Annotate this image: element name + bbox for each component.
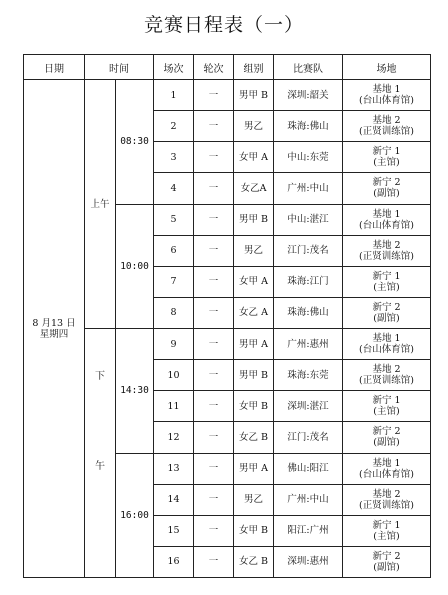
table-row bbox=[24, 80, 431, 111]
venue-cell bbox=[343, 391, 431, 422]
group-cell: 女乙 B bbox=[234, 422, 274, 453]
match-no-cell: 5 bbox=[154, 204, 194, 235]
group-cell: 女甲 B bbox=[234, 391, 274, 422]
venue-sub: (主馆) bbox=[373, 530, 400, 542]
match-no-cell: 14 bbox=[154, 484, 194, 515]
time-slot: 10:00 bbox=[116, 204, 154, 329]
venue-cell bbox=[343, 422, 431, 453]
venue-sub: (正贤训练馆) bbox=[359, 375, 414, 387]
match-no-cell: 4 bbox=[154, 173, 194, 204]
header-teams: 比赛队 bbox=[274, 55, 343, 80]
venue-sub: (副馆) bbox=[373, 437, 400, 449]
venue-cell bbox=[343, 142, 431, 173]
group-cell: 男甲 B bbox=[234, 80, 274, 111]
venue-name: 新宁 2 bbox=[372, 426, 401, 438]
header-date: 日期 bbox=[24, 55, 85, 80]
teams-cell: 珠海:佛山 bbox=[274, 111, 343, 142]
venue-name: 基地 2 bbox=[372, 364, 401, 376]
teams-cell: 深圳:韶关 bbox=[274, 80, 343, 111]
header-round: 轮次 bbox=[194, 55, 234, 80]
round-cell: 一 bbox=[194, 297, 234, 328]
round-cell: 一 bbox=[194, 515, 234, 546]
group-cell: 女甲 B bbox=[234, 515, 274, 546]
venue-sub: (主馆) bbox=[373, 406, 400, 418]
match-no-cell: 6 bbox=[154, 235, 194, 266]
match-no-cell: 11 bbox=[154, 391, 194, 422]
header-venue: 场地 bbox=[343, 55, 431, 80]
round-cell: 一 bbox=[194, 484, 234, 515]
group-cell: 女乙 A bbox=[234, 297, 274, 328]
venue-sub: (副馆) bbox=[373, 561, 400, 573]
round-cell: 一 bbox=[194, 142, 234, 173]
venue-sub: (正贤训练馆) bbox=[359, 126, 414, 138]
period-pm-line1: 下 bbox=[95, 371, 105, 382]
round-cell: 一 bbox=[194, 80, 234, 111]
venue-cell bbox=[343, 111, 431, 142]
venue-cell bbox=[343, 453, 431, 484]
time-slot: 08:30 bbox=[116, 80, 154, 205]
round-cell: 一 bbox=[194, 204, 234, 235]
venue-name: 基地 1 bbox=[372, 84, 401, 96]
teams-cell: 珠海:江门 bbox=[274, 266, 343, 297]
venue-sub: (主馆) bbox=[373, 157, 400, 169]
match-no-cell: 1 bbox=[154, 80, 194, 111]
header-time: 时间 bbox=[85, 55, 154, 80]
match-no-cell: 7 bbox=[154, 266, 194, 297]
venue-name: 基地 2 bbox=[372, 239, 401, 251]
venue-sub: (正贤训练馆) bbox=[359, 499, 414, 511]
venue-cell bbox=[343, 329, 431, 360]
teams-cell: 深圳:惠州 bbox=[274, 546, 343, 577]
venue-name: 新宁 1 bbox=[372, 519, 401, 531]
schedule-table bbox=[23, 54, 431, 578]
match-no-cell: 12 bbox=[154, 422, 194, 453]
venue-sub: (台山体育馆) bbox=[359, 468, 414, 480]
page-title: 竞赛日程表（一） bbox=[143, 14, 304, 36]
venue-sub: (副馆) bbox=[373, 312, 400, 324]
teams-cell: 广州:中山 bbox=[274, 484, 343, 515]
group-cell: 男甲 B bbox=[234, 204, 274, 235]
round-cell: 一 bbox=[194, 266, 234, 297]
round-cell: 一 bbox=[194, 111, 234, 142]
teams-cell: 中山:东莞 bbox=[274, 142, 343, 173]
venue-cell bbox=[343, 80, 431, 111]
date-weekday: 星期四 bbox=[39, 328, 69, 340]
match-no-cell: 16 bbox=[154, 546, 194, 577]
teams-cell: 阳江:广州 bbox=[274, 515, 343, 546]
venue-sub: (台山体育馆) bbox=[359, 344, 414, 356]
time-slot: 14:30 bbox=[116, 329, 154, 454]
group-cell: 男甲 B bbox=[234, 360, 274, 391]
teams-cell: 深圳:湛江 bbox=[274, 391, 343, 422]
header-row bbox=[24, 55, 431, 80]
venue-name: 基地 1 bbox=[372, 208, 401, 220]
round-cell: 一 bbox=[194, 173, 234, 204]
venue-name: 新宁 2 bbox=[372, 301, 401, 313]
round-cell: 一 bbox=[194, 329, 234, 360]
round-cell: 一 bbox=[194, 360, 234, 391]
venue-cell bbox=[343, 360, 431, 391]
teams-cell: 中山:湛江 bbox=[274, 204, 343, 235]
round-cell: 一 bbox=[194, 391, 234, 422]
venue-cell bbox=[343, 515, 431, 546]
header-match-no: 场次 bbox=[154, 55, 194, 80]
venue-name: 基地 1 bbox=[372, 457, 401, 469]
time-slot: 16:00 bbox=[116, 453, 154, 578]
match-no-cell: 3 bbox=[154, 142, 194, 173]
venue-cell bbox=[343, 235, 431, 266]
date-cell bbox=[24, 80, 85, 578]
match-no-cell: 2 bbox=[154, 111, 194, 142]
group-cell: 男甲 A bbox=[234, 453, 274, 484]
period-pm-line2: 午 bbox=[95, 461, 105, 472]
period-pm bbox=[85, 329, 116, 578]
teams-cell: 广州:惠州 bbox=[274, 329, 343, 360]
venue-cell bbox=[343, 484, 431, 515]
venue-name: 基地 2 bbox=[372, 115, 401, 127]
venue-sub: (主馆) bbox=[373, 281, 400, 293]
match-no-cell: 8 bbox=[154, 297, 194, 328]
venue-sub: (正贤训练馆) bbox=[359, 250, 414, 262]
teams-cell: 珠海:佛山 bbox=[274, 297, 343, 328]
teams-cell: 佛山:阳江 bbox=[274, 453, 343, 484]
match-no-cell: 15 bbox=[154, 515, 194, 546]
round-cell: 一 bbox=[194, 453, 234, 484]
round-cell: 一 bbox=[194, 546, 234, 577]
venue-cell bbox=[343, 266, 431, 297]
venue-sub: (台山体育馆) bbox=[359, 219, 414, 231]
table-row bbox=[24, 329, 431, 360]
venue-name: 新宁 1 bbox=[372, 270, 401, 282]
group-cell: 男乙 bbox=[234, 111, 274, 142]
teams-cell: 广州:中山 bbox=[274, 173, 343, 204]
venue-sub: (副馆) bbox=[373, 188, 400, 200]
venue-name: 新宁 2 bbox=[372, 177, 401, 189]
round-cell: 一 bbox=[194, 422, 234, 453]
venue-cell bbox=[343, 546, 431, 577]
group-cell: 女乙 B bbox=[234, 546, 274, 577]
venue-cell bbox=[343, 173, 431, 204]
venue-cell bbox=[343, 204, 431, 235]
group-cell: 女甲 A bbox=[234, 142, 274, 173]
match-no-cell: 9 bbox=[154, 329, 194, 360]
venue-name: 新宁 1 bbox=[372, 146, 401, 158]
match-no-cell: 13 bbox=[154, 453, 194, 484]
group-cell: 女乙A bbox=[234, 173, 274, 204]
group-cell: 男甲 A bbox=[234, 329, 274, 360]
header-group: 组别 bbox=[234, 55, 274, 80]
teams-cell: 江门:茂名 bbox=[274, 235, 343, 266]
group-cell: 女甲 A bbox=[234, 266, 274, 297]
schedule-body bbox=[24, 80, 431, 578]
period-am: 上午 bbox=[85, 80, 116, 329]
group-cell: 男乙 bbox=[234, 235, 274, 266]
venue-name: 基地 1 bbox=[372, 333, 401, 345]
match-no-cell: 10 bbox=[154, 360, 194, 391]
venue-cell bbox=[343, 297, 431, 328]
teams-cell: 江门:茂名 bbox=[274, 422, 343, 453]
teams-cell: 珠海:东莞 bbox=[274, 360, 343, 391]
venue-name: 基地 2 bbox=[372, 488, 401, 500]
venue-name: 新宁 1 bbox=[372, 395, 401, 407]
group-cell: 男乙 bbox=[234, 484, 274, 515]
venue-sub: (台山体育馆) bbox=[359, 95, 414, 107]
round-cell: 一 bbox=[194, 235, 234, 266]
date-day: 8 月13 日 bbox=[32, 317, 76, 329]
venue-name: 新宁 2 bbox=[372, 550, 401, 562]
